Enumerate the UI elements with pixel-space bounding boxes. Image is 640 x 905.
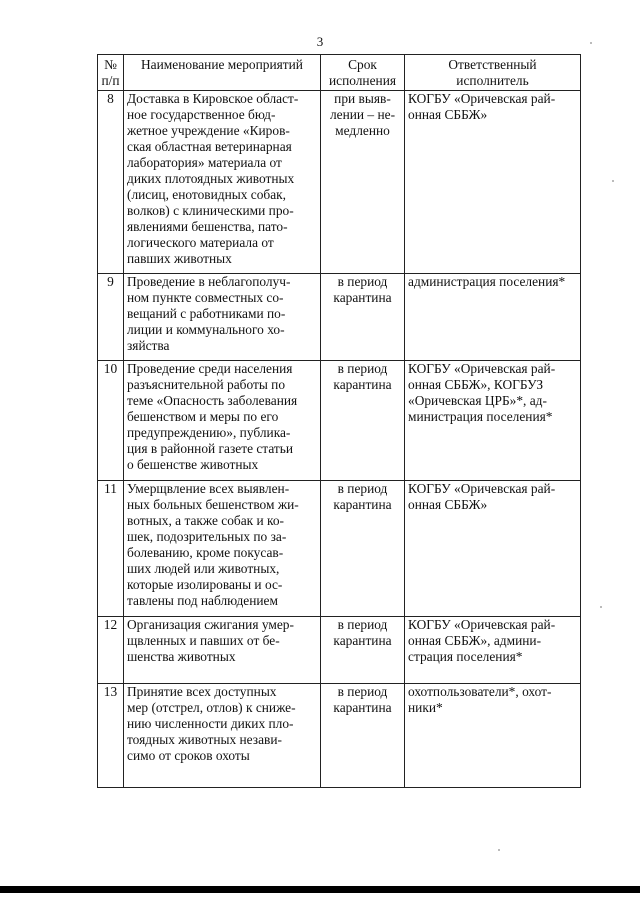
row-term: в период карантина — [321, 481, 405, 617]
row-measure: Принятие всех доступных мер (отстрел, отлов) к сниже- нию численности диких пло- тоядных животных незави- симо от сроков охоты — [124, 684, 321, 788]
row-responsible: охотпользователи*, охот- ники* — [405, 684, 581, 788]
scan-speck — [590, 42, 592, 44]
row-number: 12 — [98, 617, 124, 684]
row-number: 10 — [98, 361, 124, 481]
row-responsible: администрация поселения* — [405, 274, 581, 361]
header-term: Срок исполнения — [321, 55, 405, 91]
row-measure: Умерщвление всех выявлен- ных больных бешенством жи- вотных, а также собак и ко- шек, подозрительных по за- болеванию, кроме покусав- ших людей или животных, которые изолированы и ос- тавлены под наблюдением — [124, 481, 321, 617]
header-responsible: Ответственный исполнитель — [405, 55, 581, 91]
scan-speck — [600, 606, 602, 608]
page-number: 3 — [316, 34, 324, 49]
table-row — [98, 617, 581, 684]
table-row — [98, 481, 581, 617]
table-row — [98, 91, 581, 274]
scan-speck — [612, 180, 614, 182]
row-measure: Организация сжигания умер- щвленных и павших от бе- шенства животных — [124, 617, 321, 684]
row-number: 13 — [98, 684, 124, 788]
measures-table — [97, 54, 581, 788]
row-term: при выяв- лении – не- медленно — [321, 91, 405, 274]
row-responsible: КОГБУ «Оричевская рай- онная СББЖ» — [405, 91, 581, 274]
row-responsible: КОГБУ «Оричевская рай- онная СББЖ» — [405, 481, 581, 617]
scan-edge-bar — [0, 886, 640, 893]
table-header-row — [98, 55, 581, 91]
table-row — [98, 274, 581, 361]
row-number: 9 — [98, 274, 124, 361]
header-number: № п/п — [98, 55, 124, 91]
row-term: в период карантина — [321, 684, 405, 788]
row-term: в период карантина — [321, 617, 405, 684]
row-responsible: КОГБУ «Оричевская рай- онная СББЖ», админи- страция поселения* — [405, 617, 581, 684]
table-row — [98, 684, 581, 788]
row-term: в период карантина — [321, 361, 405, 481]
header-name: Наименование мероприятий — [124, 55, 321, 91]
row-term: в период карантина — [321, 274, 405, 361]
row-measure: Проведение в неблагополуч- ном пункте совместных со- вещаний с работниками по- лиции и коммунального хо- зяйства — [124, 274, 321, 361]
table-row — [98, 361, 581, 481]
row-responsible: КОГБУ «Оричевская рай- онная СББЖ», КОГБУЗ «Оричевская ЦРБ»*, ад- министрация поселения* — [405, 361, 581, 481]
row-number: 8 — [98, 91, 124, 274]
row-number: 11 — [98, 481, 124, 617]
row-measure: Доставка в Кировское област- ное государственное бюд- жетное учреждение «Киров- ская областная ветеринарная лаборатория» материала от диких плотоядных животных (лисиц, енотовидных собак, волков) с клиническими про- явлениями бешенства, пато- логического материала от павших животных — [124, 91, 321, 274]
scan-speck — [498, 849, 500, 851]
row-measure: Проведение среди населения разъяснительной работы по теме «Опасность заболевания бешенством и меры по его предупреждению», публика- ция в районной газете статьи о бешенстве животных — [124, 361, 321, 481]
